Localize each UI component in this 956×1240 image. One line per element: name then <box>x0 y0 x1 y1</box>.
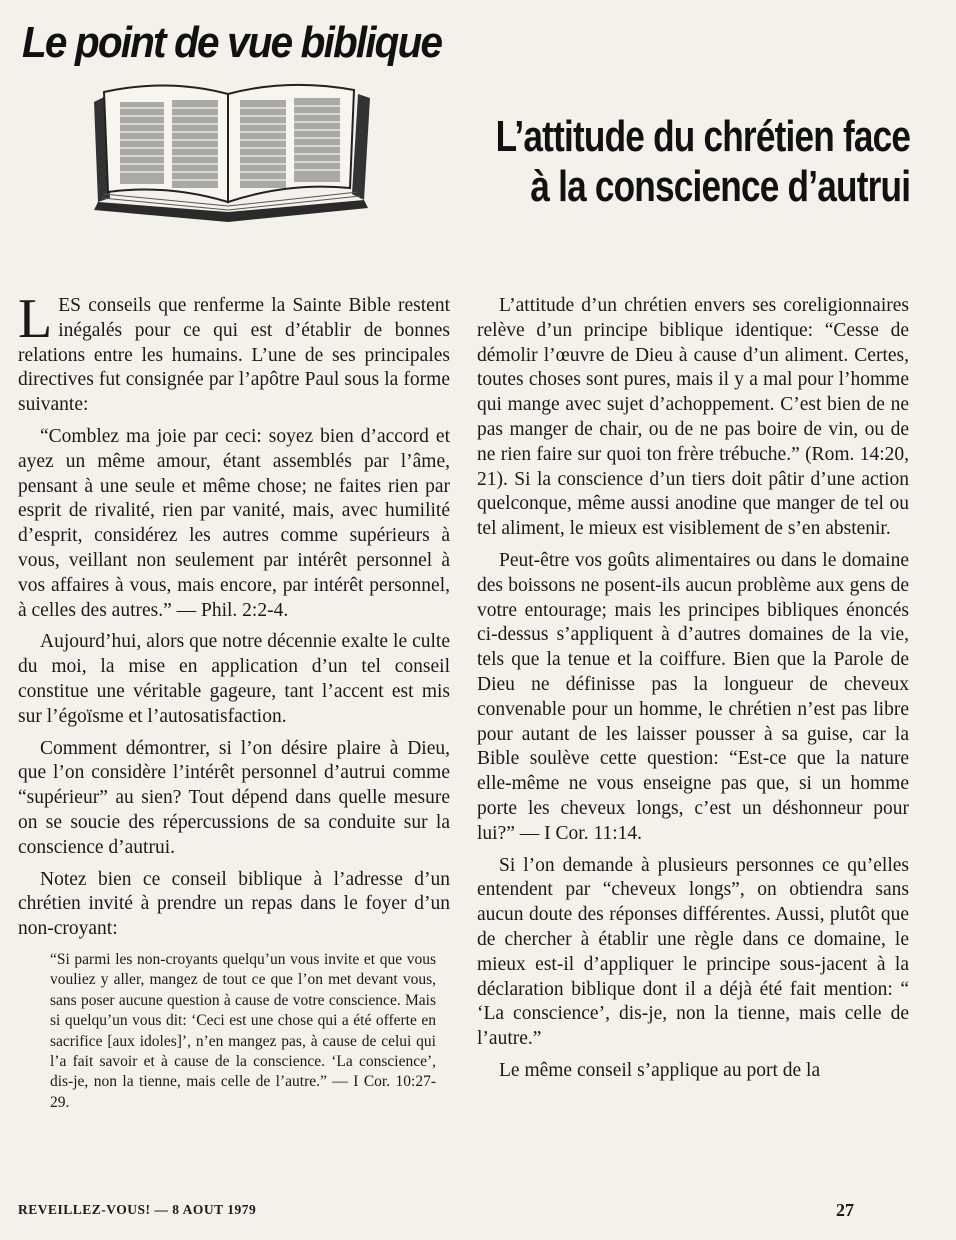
publication-footer: REVEILLEZ-VOUS! — 8 AOUT 1979 <box>18 1202 257 1217</box>
right-paragraph-2: Peut-être vos goûts alimentaires ou dans le domaine des boissons ne posent-ils aucun problème aux gens de votre entourage; mais les principes bibliques énoncés ci-dessus s’appliquent à d’autres domaines de la vie, tels que la tenue et la coiffure. Bien que la Parole de Dieu ne définisse pas la longueur de cheveux convenable pour un homme, le chrétien n’est pas libre pour autant de les laisser pousser à sa guise, car la Bible soulève cette question: “Est-ce que la nature elle-même ne vous enseigne pas que, si un homme porte les cheveux longs, c’est un déshonneur pour lui?” — I Cor. 11:14. <box>477 549 909 844</box>
right-paragraph-3: Si l’on demande à plusieurs personnes ce qu’elles entendent par “cheveux longs”, on obtiendra sans aucun doute des réponses différentes. Aussi, plutôt que de chercher à établir une règle dans ce domaine, le mieux est-il d’appliquer le principe sous-jacent à la déclaration biblique dont il a déjà été fait mention: “ ‘La conscience’, dis-je, non la tienne, mais celle de l’autre.” <box>477 854 909 1050</box>
scripture-quote-text: “Si parmi les non-croyants quelqu’un vous invite et que vous vouliez y aller, mangez de tout ce que l’on met devant vous, sans poser aucune question à cause de votre conscience. Mais si quelqu’un vous dit: ‘Ceci est une chose qui a été offerte en sacrifice [aux idoles]’, n’en mangez pas, à cause de celui qui l’a fait savoir et à cause de la conscience. ‘La conscience’, dis-je, non la tienne, mais celle de l’autre.” — I Cor. 10:27-29. <box>50 950 436 1111</box>
article-headline <box>495 112 910 212</box>
open-bible-icon <box>88 72 374 224</box>
left-paragraph-2: “Comblez ma joie par ceci: soyez bien d’accord et ayez un même amour, étant assemblés par l’âme, pensant à une seule et même chose; ne faites rien par esprit de rivalité, rien par vanité, mais, avec humilité d’esprit, considérez les autres comme supérieurs à vous, veillant non seulement par intérêt personnel à vos affaires à vous, mais encore, par intérêt personnel, à celles des autres.” — Phil. 2:2-4. <box>18 425 450 621</box>
left-paragraph-5: Notez bien ce conseil biblique à l’adresse d’un chrétien invité à prendre un repas dans le foyer d’un non-croyant: <box>18 868 450 940</box>
left-paragraph-4: Comment démontrer, si l’on désire plaire à Dieu, que l’on considère l’intérêt personnel d’autrui comme “supérieur” au sien? Tout dépend dans quelle mesure on se soucie des répercussions de sa conduite sur la conscience d’autrui. <box>18 737 450 858</box>
drop-cap: L <box>18 288 53 350</box>
left-column <box>18 288 450 1113</box>
right-column <box>477 294 909 1091</box>
scripture-quote <box>50 950 436 1113</box>
left-paragraph-1 <box>18 288 450 418</box>
headline-line-2: à la conscience d’autrui <box>530 162 910 211</box>
right-paragraph-1: L’attitude d’un chrétien envers ses coreligionnaires relève d’un principe biblique identique: “Cesse de démolir l’œuvre de Dieu à cause d’un aliment. Certes, toutes choses sont pures, mais il y a mal pour l’homme qui mange avec sujet d’achoppement. C’est bien de ne pas manger de chair, ou de ne pas boire de vin, ou de ne rien faire sur quoi ton frère trébuche.” (Rom. 14:20, 21). Si la conscience d’un tiers doit pâtir d’une action quelconque, même aussi anodine que manger de tel ou tel aliment, le mieux est visiblement de s’en abstenir. <box>477 295 909 540</box>
left-paragraph-1-text: ES conseils que renferme la Sainte Bible restent inégalés pour ce qui est d’établir de bonnes relations entre les humains. L’une de ses principales directives fut consignée par l’apôtre Paul sous la forme suivante: <box>18 295 450 416</box>
left-paragraph-3: Aujourd’hui, alors que notre décennie exalte le culte du moi, la mise en application d’un tel conseil constitue une véritable gageure, tant l’accent est mis sur l’égoïsme et l’autosatisfaction. <box>18 631 450 727</box>
right-paragraph-4: Le même conseil s’applique au port de la <box>499 1059 821 1081</box>
headline-line-1: L’attitude du chrétien face <box>495 112 910 161</box>
page-number: 27 <box>836 1200 854 1220</box>
section-title: Le point de vue biblique <box>22 18 442 67</box>
